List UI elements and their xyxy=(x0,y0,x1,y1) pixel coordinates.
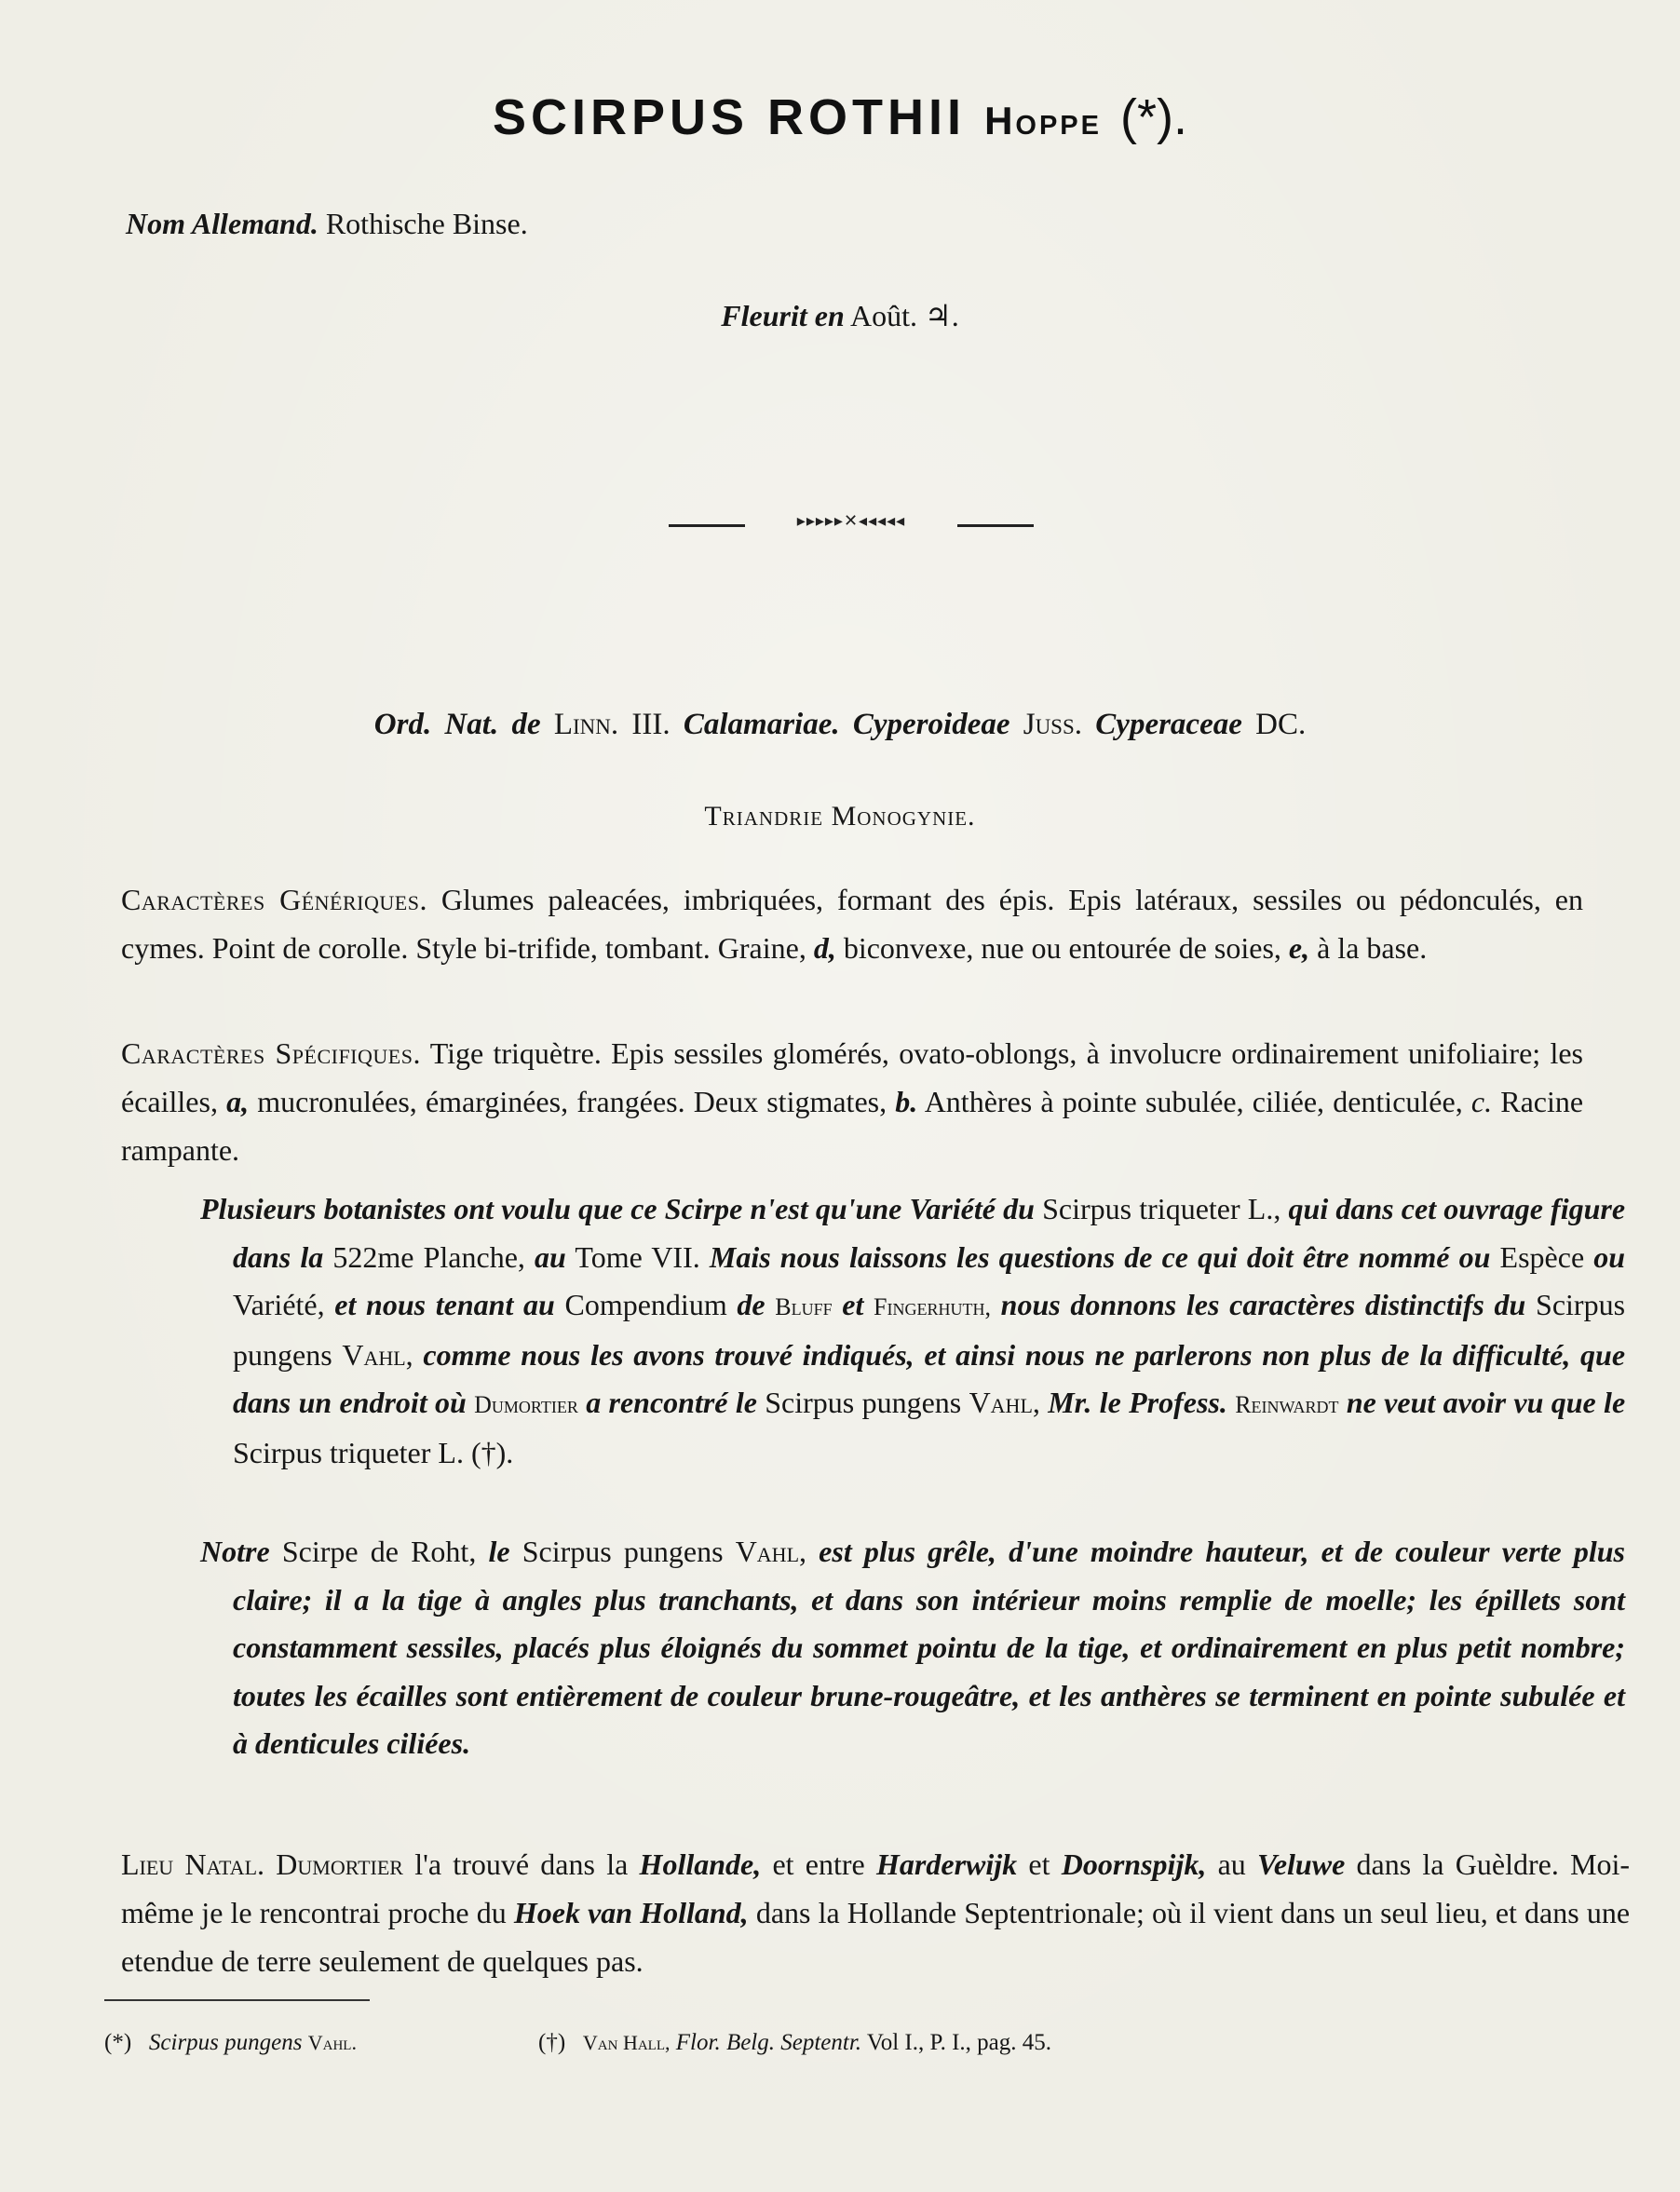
flowering-time xyxy=(0,298,1680,333)
p1-t23: Scirpus pungens xyxy=(765,1386,962,1419)
flowering-month: Août. xyxy=(850,299,917,332)
habitat-label: Lieu Natal. xyxy=(121,1847,265,1881)
order-juss: Juss. xyxy=(1023,708,1083,741)
flowering-label: Fleurit en xyxy=(721,299,845,332)
specific-text-4: Racine rampante. xyxy=(121,1085,1584,1167)
natural-order xyxy=(0,708,1680,742)
specific-characters xyxy=(121,1029,1583,1174)
footnote-1-name: Scirpus pungens xyxy=(148,2030,303,2055)
footnote-2 xyxy=(538,2030,1051,2056)
p2-t4: Scirpus pungens xyxy=(522,1535,724,1568)
figure-ref-b: b. xyxy=(895,1085,918,1118)
p2-t6: est plus grêle, d'une moindre hauteur, et de couleur verte plus claire; il a la tige à angles plus tranchants, et dans son intérieur moins remplie de moelle; les épillets sont constamment sessiles, placés plus éloignés du sommet pointu de la tige, et ordinairement en plus petit nombre; toutes les écailles sont entièrement de couleur brune-rougeâtre, et les anthères se terminent en pointe subulée et à denticules ciliées. xyxy=(233,1535,1625,1760)
p1-t17: nous donnons les caractères distinctifs du xyxy=(1000,1288,1526,1321)
p1-t28: Scirpus triqueter L. xyxy=(233,1435,464,1469)
generic-text-2: biconvexe, nue ou entourée de soies, xyxy=(843,931,1281,965)
specific-label: Caractères Spécifiques. xyxy=(121,1036,421,1070)
footnote-1 xyxy=(104,2030,357,2056)
habitat-t5: dans la Guèldre. Moi-même je le rencontrai proche du xyxy=(121,1847,1631,1929)
p1-t18: Scirpus pungens xyxy=(233,1288,1626,1372)
footnote-2-title: Flor. Belg. Septentr. xyxy=(675,2030,862,2055)
ornament-divider xyxy=(669,511,1034,537)
p2-t5: Vahl, xyxy=(735,1535,807,1568)
habitat-dumortier: Dumortier xyxy=(276,1847,403,1881)
native-habitat xyxy=(121,1840,1630,1985)
perennial-symbol: ♃. xyxy=(925,299,959,332)
order-cyperoideae: Cyperoideae xyxy=(852,708,1010,741)
habitat-hollande: Hollande, xyxy=(639,1847,762,1881)
p2-t2: Scirpe de Roht, xyxy=(281,1535,477,1568)
habitat-t1: l'a trouvé dans la xyxy=(414,1847,629,1881)
habitat-t3: et xyxy=(1028,1847,1050,1881)
p1-t21: Dumortier xyxy=(474,1391,578,1418)
p1-t8: Espèce xyxy=(1499,1239,1585,1274)
p1-t14: Bluff xyxy=(775,1293,833,1320)
p1-t25: Mr. le Profess. xyxy=(1048,1386,1227,1419)
habitat-hoek: Hoek van Holland, xyxy=(513,1896,749,1929)
generic-text: Glumes paleacées, imbriquées, formant des épis. Epis latéraux, sessiles ou pédonculés, en cymes. Point de corolle. Style bi-trifide, tombant. Graine, xyxy=(121,883,1584,965)
ornament-line-right xyxy=(957,524,1034,527)
p1-t27: ne veut avoir vu que le xyxy=(1346,1386,1626,1419)
p1-t4: 522me Planche, xyxy=(332,1239,525,1274)
p1-t20: comme nous les avons trouvé indiqués, et ainsi nous ne parlerons non plus de la difficulté, que dans un endroit où xyxy=(233,1337,1626,1419)
figure-ref-c: c. xyxy=(1470,1085,1493,1118)
p1-t12: Compendium xyxy=(564,1288,727,1321)
specific-text-3: Anthères à pointe subulée, ciliée, denticulée, xyxy=(924,1085,1463,1118)
p1-t22: a rencontré le xyxy=(586,1386,757,1419)
order-calamariae: Calamariae. xyxy=(683,708,840,741)
habitat-doornspijk: Doornspijk, xyxy=(1061,1847,1207,1881)
p1-t29: (†). xyxy=(470,1435,514,1469)
generic-label: Caractères Génériques. xyxy=(121,883,427,916)
p1-t10: Variété, xyxy=(233,1288,325,1321)
page-title xyxy=(0,88,1680,146)
discussion-paragraph xyxy=(200,1185,1625,1477)
p1-t16: Fingerhuth, xyxy=(874,1293,991,1320)
habitat-harderwijk: Harderwijk xyxy=(876,1847,1018,1881)
p1-t2: Scirpus triqueter L., xyxy=(1042,1192,1281,1225)
figure-ref-d: d, xyxy=(813,931,836,965)
p1-t3: qui dans cet ouvrage figure dans la xyxy=(233,1192,1626,1274)
footnote-mark: (*). xyxy=(1120,89,1187,145)
linnaean-class: Triandrie Monogynie. xyxy=(704,801,976,832)
comparison-paragraph xyxy=(200,1528,1625,1768)
habitat-t4: au xyxy=(1217,1847,1246,1881)
p1-t15: et xyxy=(842,1288,864,1321)
p1-t24: Vahl, xyxy=(969,1386,1040,1419)
habitat-veluwe: Veluwe xyxy=(1257,1847,1346,1881)
p2-t1: Notre xyxy=(200,1535,270,1568)
p1-t11: et nous tenant au xyxy=(334,1288,555,1321)
german-name-label: Nom Allemand. xyxy=(126,207,318,240)
p1-t19: Vahl, xyxy=(342,1337,413,1372)
ornament-line-left xyxy=(669,524,745,527)
specific-text-2: mucronulées, émarginées, frangées. Deux stigmates, xyxy=(257,1085,887,1118)
german-name xyxy=(126,207,528,241)
habitat-t6: dans la Hollande Septentrionale; où il vient dans un seul lieu, et dans une etendue de terre seulement de quelques pas. xyxy=(121,1896,1631,1978)
species-name: SCIRPUS ROTHII xyxy=(493,89,967,145)
p1-t5: au xyxy=(535,1239,566,1274)
footnote-rule xyxy=(104,1999,370,2001)
generic-text-3: à la base. xyxy=(1317,931,1428,965)
p1-t7: Mais nous laissons les questions de ce qui doit être nommé ou xyxy=(709,1239,1491,1274)
figure-ref-a: a, xyxy=(226,1085,250,1118)
footnote-2-ref: Vol I., P. I., pag. 45. xyxy=(866,2030,1052,2055)
p2-t3: le xyxy=(488,1535,510,1568)
p1-t1: Plusieurs botanistes ont voulu que ce Scirpe n'est qu'une Variété du xyxy=(200,1192,1035,1225)
footnote-1-author: Vahl. xyxy=(307,2031,357,2054)
footnote-2-author: Van Hall, xyxy=(582,2031,671,2054)
figure-ref-e: e, xyxy=(1288,931,1310,965)
p1-t26: Reinwardt xyxy=(1235,1391,1339,1418)
footnote-2-mark: (†) xyxy=(538,2030,566,2055)
order-dc: DC. xyxy=(1255,708,1307,741)
habitat-t2: et entre xyxy=(772,1847,865,1881)
p1-t9: ou xyxy=(1593,1239,1626,1274)
p1-t6: Tome VII. xyxy=(575,1239,700,1274)
generic-characters xyxy=(121,875,1583,972)
order-cyperaceae: Cyperaceae xyxy=(1095,708,1242,741)
ornament-glyphs: ▸▸▸▸▸✕◂◂◂◂◂ xyxy=(796,511,906,531)
order-class: III. xyxy=(631,708,671,741)
p1-t13: de xyxy=(737,1288,765,1321)
order-prefix: Ord. Nat. de xyxy=(373,708,541,741)
german-name-value: Rothische Binse. xyxy=(325,207,528,240)
order-linn: Linn. xyxy=(553,708,619,741)
footnote-1-mark: (*) xyxy=(104,2030,132,2055)
specific-text: Tige triquètre. Epis sessiles glomérés, ovato-oblongs, à involucre ordinairement unifoliaire; les écailles, xyxy=(121,1036,1584,1118)
species-author: Hoppe xyxy=(984,99,1102,142)
